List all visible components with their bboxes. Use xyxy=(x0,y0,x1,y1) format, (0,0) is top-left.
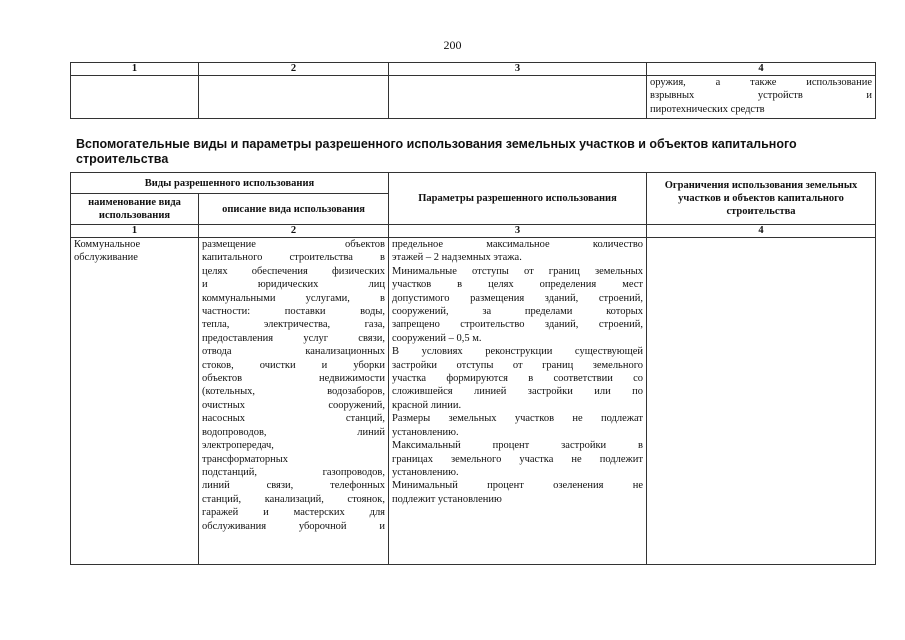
text-line: и юридических лиц xyxy=(202,279,386,291)
text-line: взрывных устройств и xyxy=(650,90,872,102)
text-line: установлению. xyxy=(392,426,459,438)
text-line: станций, канализаций, стоянок, xyxy=(202,493,386,505)
text-line: участков в целях определения мест xyxy=(392,279,644,291)
table-row xyxy=(71,238,876,565)
text-line: предельное максимальное количество xyxy=(392,239,644,250)
column-number: 4 xyxy=(647,63,876,76)
text-line: запрещено строительство зданий, строений, xyxy=(392,319,644,331)
empty-cell xyxy=(71,76,199,119)
text-line: сооружений – 0,5 м. xyxy=(392,332,482,344)
header-limits: Ограничения использования земельных участков и объектов капитального строительства xyxy=(647,173,876,225)
text-line: сооружений, за пределами которых xyxy=(392,306,644,318)
text-line: коммунальными услугами, в xyxy=(202,292,386,304)
header-row xyxy=(71,173,876,194)
text-line: размещение объектов xyxy=(202,239,386,250)
land-use-table xyxy=(70,172,876,565)
text-line: установлению. xyxy=(392,466,459,478)
column-number: 1 xyxy=(71,225,199,238)
use-params-cell xyxy=(389,238,647,565)
text-line: объектов недвижимости xyxy=(202,373,386,385)
column-number: 4 xyxy=(647,225,876,238)
text-line: тепла, электричества, газа, xyxy=(202,319,386,331)
text-line: обслуживания уборочной и xyxy=(202,520,386,532)
text-line: гаражей и мастерских для xyxy=(202,507,386,519)
text-line: Размеры земельных участков не подлежат xyxy=(392,413,644,425)
section-title: Вспомогательные виды и параметры разрешенного использования земельных участков и объектов капитального строительства xyxy=(76,137,797,166)
text-line: насосных станций, xyxy=(202,413,386,425)
text-line: водопроводов, линий xyxy=(202,426,386,438)
text-line: линий связи, телефонных xyxy=(202,480,386,492)
use-description-cell xyxy=(199,238,389,565)
text-line: электропередач, xyxy=(202,440,274,452)
text-line: Минимальные отступы от границ земельных xyxy=(392,265,644,277)
text-line: участка формируются в соответствии со xyxy=(392,373,644,385)
text-line: этажей – 2 надземных этажа. xyxy=(392,252,522,264)
use-name-cell: Коммунальное обслуживание xyxy=(71,238,199,565)
text-line: сложившейся линией застройки или по xyxy=(392,386,644,398)
limits-cell xyxy=(647,76,876,119)
column-number: 3 xyxy=(389,225,647,238)
text-line: оружия, а также использование xyxy=(650,77,872,88)
text-line: Максимальный процент застройки в xyxy=(392,440,644,452)
text-line: отвода канализационных xyxy=(202,346,386,358)
column-number-row xyxy=(71,63,876,76)
header-use-description: описание вида использования xyxy=(199,194,389,225)
header-params: Параметры разрешенного использования xyxy=(389,173,647,225)
text-line: красной линии. xyxy=(392,399,462,411)
text-line: Минимальный процент озеленения не xyxy=(392,480,644,492)
empty-cell xyxy=(199,76,389,119)
column-number: 1 xyxy=(71,63,199,76)
text-line: границах земельного участка не подлежит xyxy=(392,453,644,465)
page-number: 200 xyxy=(443,38,462,52)
text-line: предоставления услуг связи, xyxy=(202,332,386,344)
text-line: застройки отступы от границ земельного xyxy=(392,359,644,371)
text-line: допустимого размещения зданий, строений, xyxy=(392,292,644,304)
header-use-types: Виды разрешенного использования xyxy=(71,173,389,194)
header-use-name: наименование вида использования xyxy=(71,194,199,225)
column-number: 2 xyxy=(199,63,389,76)
text-line: пиротехнических средств xyxy=(650,103,765,115)
table-row xyxy=(71,76,876,119)
text-line: подстанций, газопроводов, xyxy=(202,466,386,478)
text-line: (котельных, водозаборов, xyxy=(202,386,386,398)
use-limits-cell xyxy=(647,238,876,565)
text-line: подлежит установлению xyxy=(392,493,502,505)
column-number: 2 xyxy=(199,225,389,238)
text-line: целях обеспечения физических xyxy=(202,265,386,277)
column-number-row xyxy=(71,225,876,238)
text-line: частности: поставки воды, xyxy=(202,306,386,318)
column-number: 3 xyxy=(389,63,647,76)
text-line: очистных сооружений, xyxy=(202,399,386,411)
empty-cell xyxy=(389,76,647,119)
text-line: капитального строительства в xyxy=(202,252,386,264)
text-line: В условиях реконструкции существующей xyxy=(392,346,644,358)
text-line: стоков, очистки и уборки xyxy=(202,359,386,371)
text-line: трансформаторных xyxy=(202,453,289,465)
continued-table xyxy=(70,62,876,119)
